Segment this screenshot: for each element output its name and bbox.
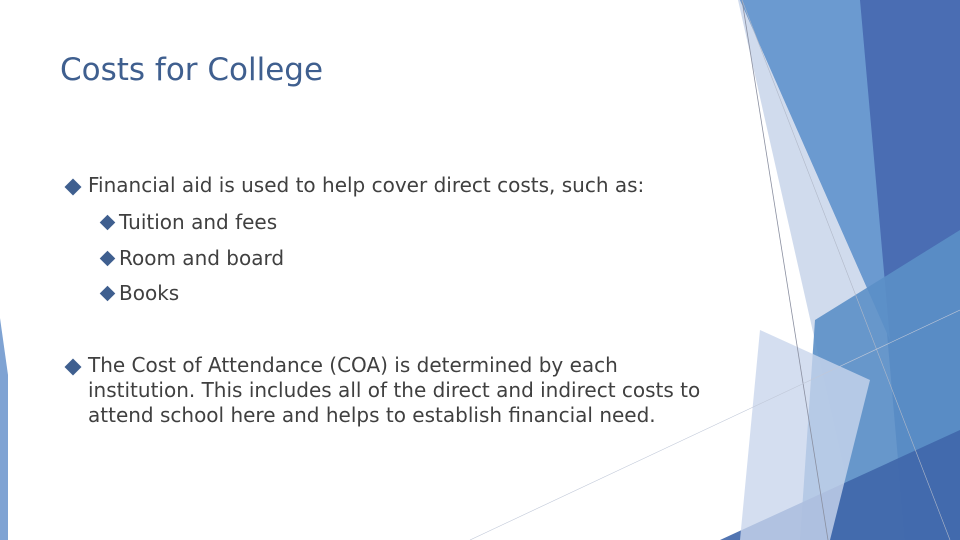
sub-bullet-tuition: Tuition and fees: [119, 210, 278, 234]
sub-bullet-books: Books: [119, 281, 180, 305]
left-accent-strip: [0, 318, 8, 540]
bullet-2-text: The Cost of Attendance (COA) is determined by each institution. This includes all of the direct and indirect costs to attend school here and helps to establish financial need.: [88, 353, 701, 427]
bullet-1-text: Financial aid is used to help cover direct costs, such as:: [88, 173, 645, 197]
sub-bullet-room-board: Room and board: [119, 246, 285, 270]
slide-title: Costs for College: [60, 52, 324, 88]
